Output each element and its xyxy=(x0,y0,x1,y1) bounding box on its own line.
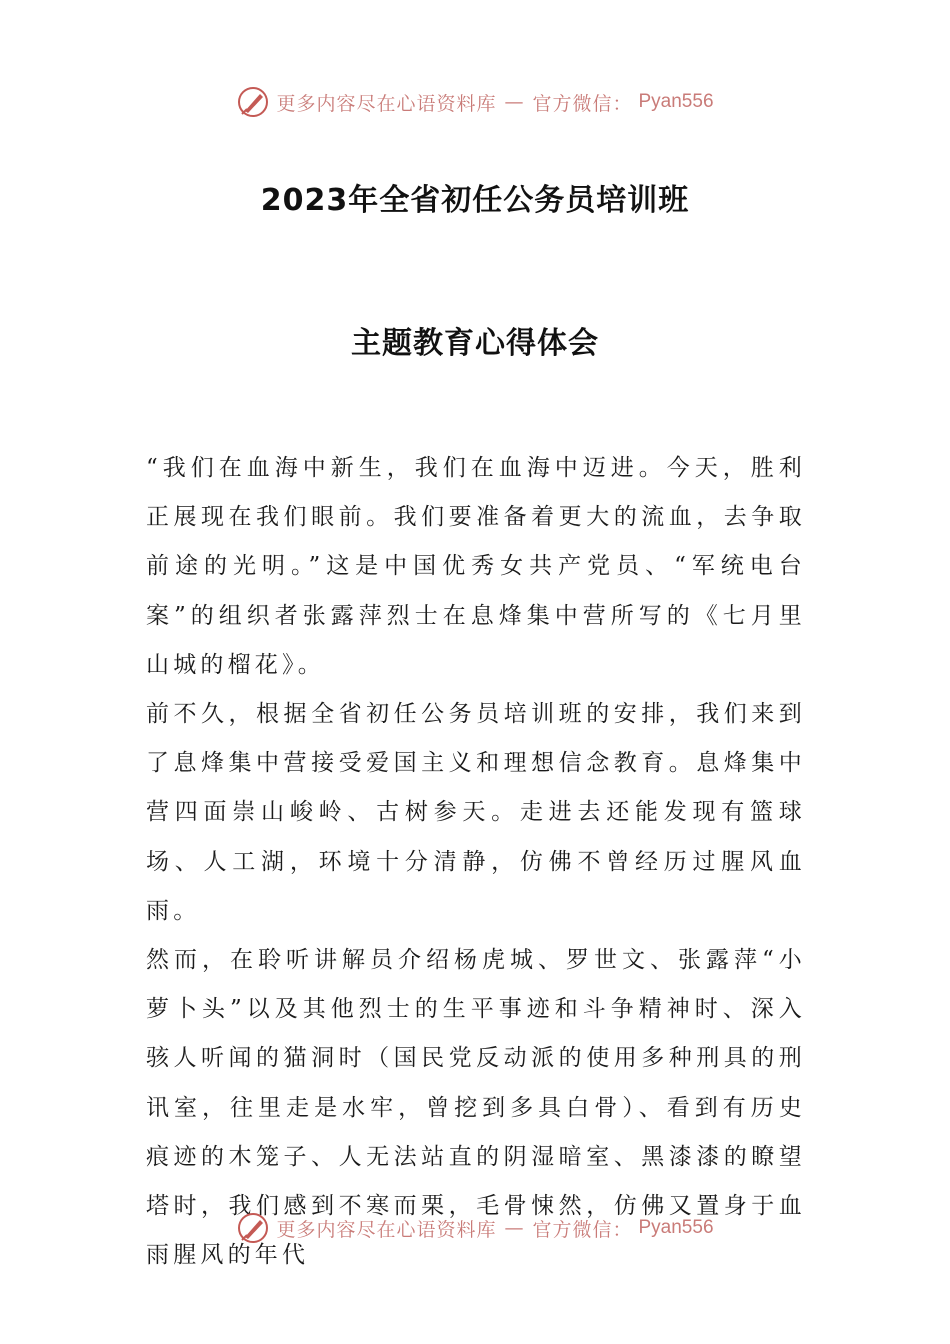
watermark-wechat-id: Pyan556 xyxy=(638,1217,714,1238)
footer-watermark xyxy=(0,1208,950,1248)
body-paragraph: “我们在血海中新生，我们在血海中迈进。今天，胜利正展现在我们眼前。我们要准备着更大的流血，去争取前途的光明。”这是中国优秀女共产党员、“军统电台案”的组织者张露萍烈士在息烽集中营所写的《七月里山城的榴花》。 xyxy=(146,455,806,678)
document-title-line-2: 主题教育心得体会 xyxy=(351,326,599,361)
header-watermark xyxy=(0,82,950,122)
body-paragraph: 然而，在聆听讲解员介绍杨虎城、罗世文、张露萍“小萝卜头”以及其他烈士的生平事迹和斗争精神时、深入骇人听闻的猫洞时（国民党反动派的使用多种刑具的刑讯室，往里走是水牢，曾挖到多具白骨）、看到有历史痕迹的木笼子、人无法站直的阴湿暗室、黑漆漆的瞭望塔时，我们感到不寒而栗，毛骨悚然，仿佛又置身于血雨腥风的年代 xyxy=(146,947,806,1269)
watermark-site: 更多内容尽在心语资料库 xyxy=(276,92,497,115)
watermark-label: 官方微信： xyxy=(532,92,633,115)
watermark-separator: — xyxy=(504,91,525,113)
body-paragraph: 前不久，根据全省初任公务员培训班的安排，我们来到了息烽集中营接受爱国主义和理想信念教育。息烽集中营四面崇山峻岭、古树参天。走进去还能发现有篮球场、人工湖，环境十分清静，仿佛不曾经历过腥风血雨。 xyxy=(146,701,806,924)
quill-logo-icon xyxy=(236,1211,270,1245)
watermark-site: 更多内容尽在心语资料库 xyxy=(276,1218,497,1241)
watermark-separator: — xyxy=(504,1217,525,1239)
document-body xyxy=(146,444,806,1280)
watermark-wechat-id: Pyan556 xyxy=(638,91,714,112)
watermark-label: 官方微信： xyxy=(532,1218,633,1241)
document-title-line-1: 2023年全省初任公务员培训班 xyxy=(260,183,690,218)
quill-logo-icon xyxy=(236,85,270,119)
